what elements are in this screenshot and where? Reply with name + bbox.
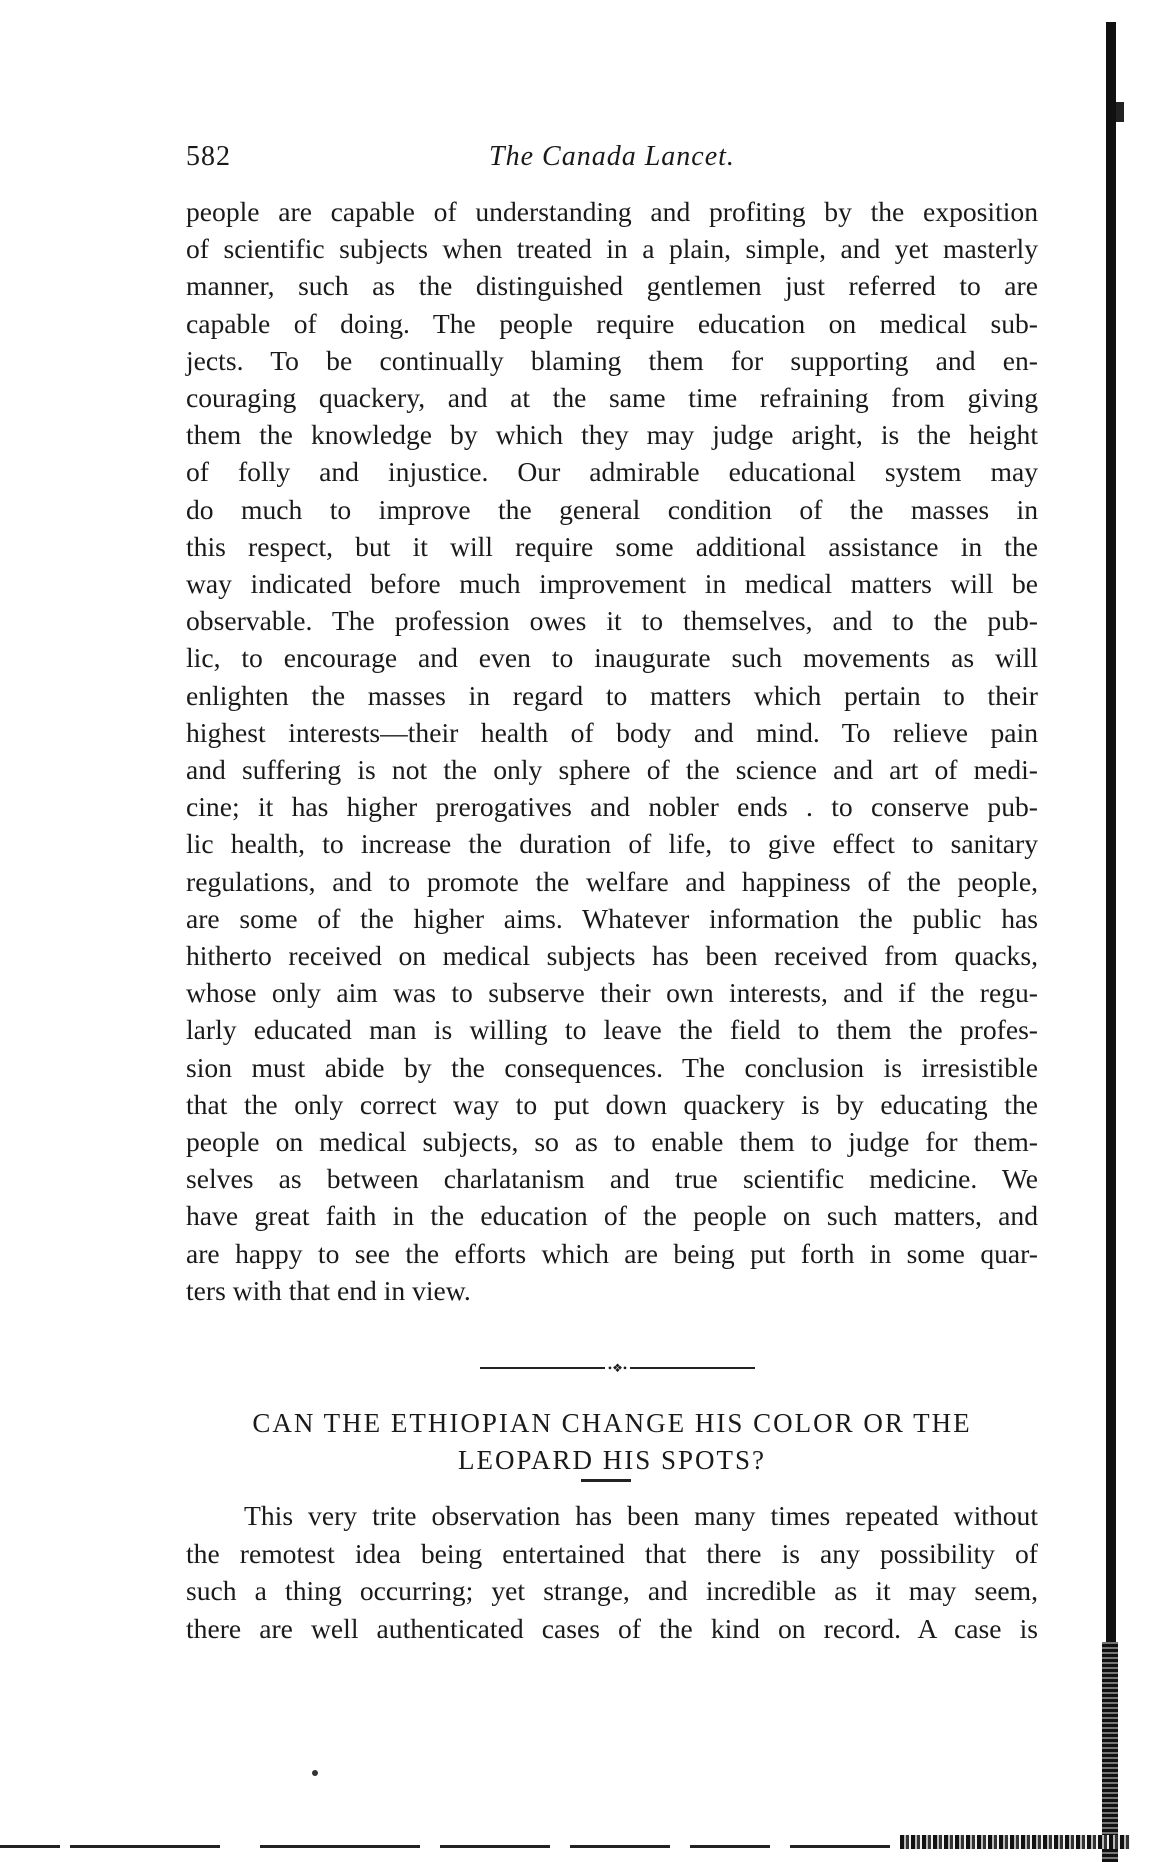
text-line: capable of doing. The people require education on medical sub-: [186, 307, 1038, 339]
edge-dash: [70, 1845, 220, 1848]
text-line: selves as between charlatanism and true scientific medicine. We: [186, 1163, 1038, 1195]
text-line: whose only aim was to subserve their own interests, and if the regu-: [186, 977, 1038, 1009]
text-line: that the only correct way to put down quackery is by educating the: [186, 1088, 1038, 1120]
edge-dash: [0, 1845, 60, 1848]
text-line: enlighten the masses in regard to matters which pertain to their: [186, 679, 1038, 711]
section-body: [186, 1497, 1038, 1647]
text-line: larly educated man is willing to leave the field to them the profes-: [186, 1014, 1038, 1046]
text-line: such a thing occurring; yet strange, and incredible as it may seem,: [186, 1575, 1038, 1606]
text-line: hitherto received on medical subjects has been received from quacks,: [186, 940, 1038, 972]
running-head: [186, 141, 1038, 175]
text-line: do much to improve the general condition of the masses in: [186, 493, 1038, 525]
text-line: of scientific subjects when treated in a plain, simple, and yet masterly: [186, 233, 1038, 265]
text-line: observable. The profession owes it to themselves, and to the pub-: [186, 605, 1038, 637]
edge-dash: [570, 1845, 670, 1848]
text-line: couraging quackery, and at the same time refraining from giving: [186, 382, 1038, 414]
text-line: regulations, and to promote the welfare and happiness of the people,: [186, 865, 1038, 897]
binding-tick: [1116, 102, 1124, 122]
text-line: there are well authenticated cases of the kind on record. A case is: [186, 1612, 1038, 1644]
heading-underline-rule: [581, 1479, 631, 1482]
text-line: have great faith in the education of the people on such matters, and: [186, 1200, 1038, 1232]
text-line: ters with that end in view.: [186, 1274, 471, 1306]
binding-grain: [1102, 1642, 1118, 1862]
binding-shadow: [1106, 22, 1116, 1842]
text-line: and suffering is not the only sphere of the science and art of medi-: [186, 754, 1038, 786]
text-line: people on medical subjects, so as to enable them to judge for them-: [186, 1126, 1038, 1158]
edge-dash: [690, 1845, 770, 1848]
section-heading: [186, 1405, 1038, 1479]
article-continuation: [186, 193, 1038, 1309]
edge-dash: [440, 1845, 550, 1848]
text-line: lic health, to increase the duration of life, to give effect to sanitary: [186, 828, 1038, 860]
section-divider-ornament: [0, 1362, 1171, 1374]
text-line: lic, to encourage and even to inaugurate such movements as will: [186, 642, 1038, 674]
scan-speck: [312, 1770, 318, 1776]
fleuron-icon: •❖•: [607, 1361, 628, 1375]
edge-dash: [260, 1845, 420, 1848]
text-line: highest interests—their health of body and mind. To relieve pain: [186, 716, 1038, 748]
edge-dash: [790, 1845, 890, 1848]
journal-title: The Canada Lancet.: [489, 141, 735, 172]
text-line: them the knowledge by which they may judge aright, is the height: [186, 419, 1038, 451]
text-line: the remotest idea being entertained that there is any possibility of: [186, 1537, 1038, 1569]
text-line: way indicated before much improvement in medical matters will be: [186, 568, 1038, 600]
page-bottom-edge: [0, 1843, 1130, 1851]
page-number: 582: [186, 141, 231, 172]
edge-scan-artifact: [900, 1835, 1130, 1849]
text-line: this respect, but it will require some additional assistance in the: [186, 530, 1038, 562]
text-line: sion must abide by the consequences. The conclusion is irresistible: [186, 1051, 1038, 1083]
text-line: people are capable of understanding and profiting by the exposition: [186, 196, 1038, 227]
text-line: of folly and injustice. Our admirable educational system may: [186, 456, 1038, 488]
divider-rule-right: [630, 1367, 755, 1369]
text-line: This very trite observation has been many times repeated without: [244, 1500, 1038, 1531]
text-line: manner, such as the distinguished gentlemen just referred to are: [186, 270, 1038, 302]
section-heading-line: CAN THE ETHIOPIAN CHANGE HIS COLOR OR THE: [252, 1408, 972, 1438]
text-line: jects. To be continually blaming them for supporting and en-: [186, 344, 1038, 376]
text-line: are some of the higher aims. Whatever information the public has: [186, 902, 1038, 934]
section-heading-line: LEOPARD HIS SPOTS?: [457, 1445, 767, 1475]
text-line: are happy to see the efforts which are being put forth in some quar-: [186, 1237, 1038, 1269]
text-line: cine; it has higher prerogatives and nobler ends . to conserve pub-: [186, 791, 1038, 823]
page-binding-edge: [1106, 22, 1126, 1842]
divider-rule-left: [480, 1367, 605, 1369]
